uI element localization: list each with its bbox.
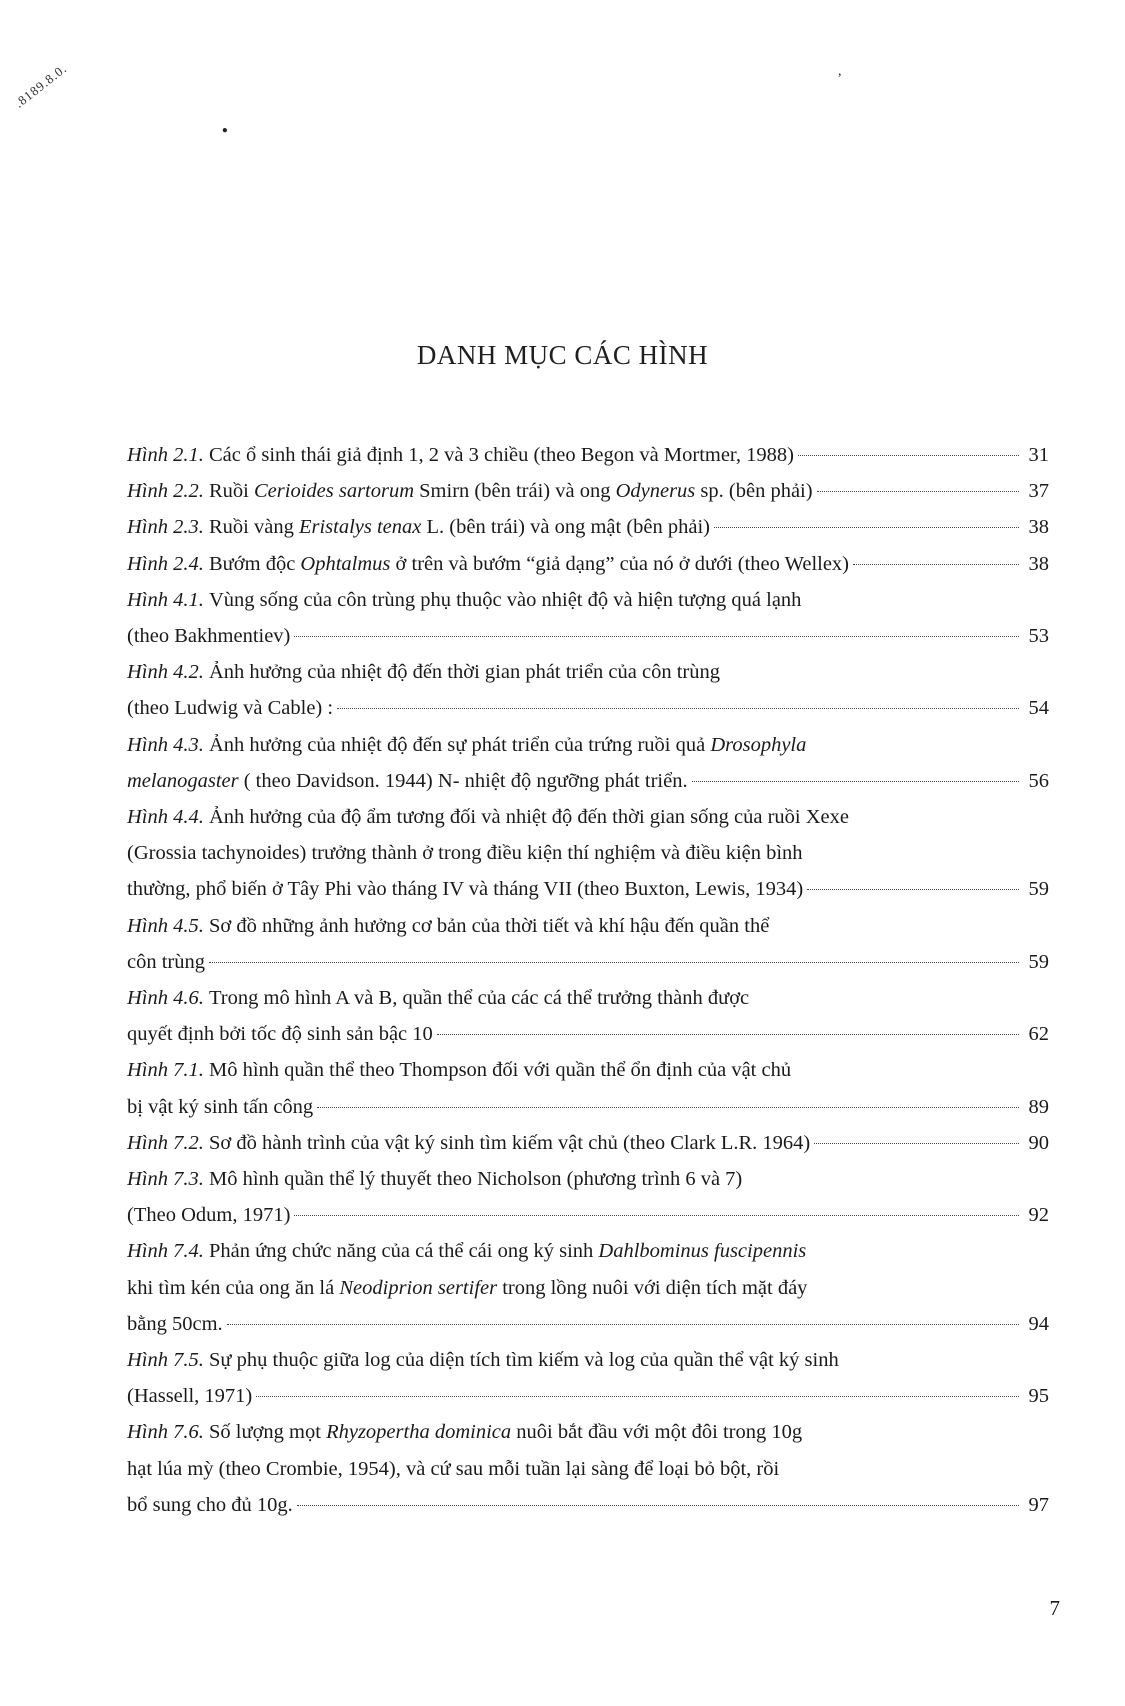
dot-leader (209, 962, 1019, 963)
entry-line (127, 1161, 1049, 1197)
figure-label: Hình 7.6. (127, 1421, 204, 1444)
figure-entry (127, 1342, 1049, 1414)
entry-line (127, 1487, 1049, 1523)
figure-label: Hình 2.1. (127, 444, 204, 466)
figure-caption-text: Sơ đồ hành trình của vật ký sinh tìm kiếm vật chủ (theo Clark L.R. 1964) (203, 1131, 811, 1154)
figure-entry (127, 1052, 1049, 1124)
entry-line (127, 582, 1049, 618)
figure-caption-text: bị vật ký sinh tấn công (127, 1095, 314, 1118)
figure-caption-text: hạt lúa mỳ (theo Crombie, 1954), và cứ sau mỗi tuần lại sàng để loại bỏ bột, rồi (127, 1457, 780, 1480)
dot-leader (317, 1107, 1019, 1108)
entry-line (127, 835, 1049, 871)
ink-mark: • (217, 119, 233, 141)
dot-leader (853, 564, 1019, 565)
figure-caption-text: bằng 50cm. (127, 1312, 223, 1335)
dot-leader (798, 455, 1019, 456)
figure-page-number: 97 (1028, 1493, 1049, 1516)
dot-leader (814, 1143, 1019, 1144)
figure-label: Hình 7.3. (127, 1168, 204, 1191)
figure-page-number: 53 (1028, 625, 1049, 648)
entry-line (127, 509, 1049, 545)
figure-page-number: 37 (1028, 480, 1049, 503)
figure-entry (127, 727, 1049, 799)
dot-leader (256, 1396, 1019, 1397)
figure-entry (127, 473, 1049, 509)
entry-line (127, 618, 1049, 654)
dot-leader (227, 1324, 1019, 1325)
figure-label: Hình 2.2. (127, 480, 204, 503)
entry-line (127, 654, 1049, 690)
entry-line (127, 944, 1049, 980)
figure-caption-text: quyết định bởi tốc độ sinh sản bậc 10 (127, 1023, 433, 1046)
entry-line (127, 1016, 1049, 1052)
dot-leader (714, 527, 1019, 528)
dot-leader (294, 636, 1019, 637)
figure-entry (127, 509, 1049, 545)
corner-stamp: .8189.8.0. (11, 60, 70, 111)
figure-label: Hình 7.5. (127, 1349, 204, 1372)
figure-entry (127, 654, 1049, 726)
entry-line (127, 546, 1049, 582)
dot-leader (294, 1215, 1019, 1216)
figure-entry (127, 546, 1049, 582)
entry-line (127, 473, 1049, 509)
figure-label: Hình 4.4. (127, 806, 204, 829)
entry-line (127, 908, 1049, 944)
entry-line (127, 871, 1049, 907)
figure-page-number: 89 (1028, 1095, 1049, 1118)
figure-caption-text: melanogaster ( theo Davidson. 1944) N- nhiệt độ ngưỡng phát triển. (127, 769, 688, 792)
entry-line (127, 437, 1049, 473)
figure-page-number: 31 (1028, 444, 1049, 466)
entry-line (127, 1052, 1049, 1088)
entry-line (127, 690, 1049, 726)
dot-leader (337, 708, 1019, 709)
figure-caption-text: (Theo Odum, 1971) (127, 1204, 291, 1227)
ink-mark: , (838, 64, 842, 79)
figure-caption-text: (theo Ludwig và Cable) : (127, 697, 334, 720)
figure-entry (127, 1414, 1049, 1523)
figure-label: Hình 4.3. (127, 733, 204, 756)
page-number: 7 (1049, 1596, 1060, 1620)
figure-caption-text: Ảnh hưởng của độ ẩm tương đối và nhiệt độ đến thời gian sống của ruồi Xexe (203, 806, 850, 829)
figure-caption-text: Ruồi Cerioides sartorum Smirn (bên trái) và ong Odynerus sp. (bên phải) (203, 480, 813, 503)
figure-list (127, 437, 1049, 1523)
figure-entry (127, 908, 1049, 980)
figure-entry (127, 582, 1049, 654)
figure-label: Hình 4.6. (127, 987, 204, 1010)
figure-entry (127, 980, 1049, 1052)
figure-page-number: 59 (1028, 878, 1049, 901)
figure-caption-text: thường, phổ biến ở Tây Phi vào tháng IV và tháng VII (theo Buxton, Lewis, 1934) (127, 878, 804, 901)
figure-label: Hình 7.2. (127, 1131, 204, 1154)
figure-caption-text: côn trùng (127, 950, 205, 973)
dot-leader (692, 781, 1019, 782)
entry-line (127, 1089, 1049, 1125)
entry-line (127, 799, 1049, 835)
figure-page-number: 95 (1028, 1385, 1049, 1408)
figure-caption-text: Ruồi vàng Eristalys tenax L. (bên trái) và ong mật (bên phải) (203, 516, 710, 539)
figure-page-number: 59 (1028, 950, 1049, 973)
entry-line (127, 1270, 1049, 1306)
entry-line (127, 1233, 1049, 1269)
entry-line (127, 1451, 1049, 1487)
dot-leader (817, 491, 1019, 492)
figure-page-number: 54 (1028, 697, 1049, 720)
figure-label: Hình 4.1. (127, 588, 204, 611)
figure-page-number: 38 (1028, 516, 1049, 539)
figure-caption-text: Mô hình quần thể theo Thompson đối với quần thể ổn định của vật chủ (203, 1059, 792, 1082)
figure-caption-text: Mô hình quần thể lý thuyết theo Nicholson (phương trình 6 và 7) (203, 1168, 743, 1191)
figure-caption-text: bổ sung cho đủ 10g. (127, 1493, 293, 1516)
page-title: DANH MỤC CÁC HÌNH (416, 340, 709, 370)
figure-caption-text: Ảnh hưởng của nhiệt độ đến sự phát triển của trứng ruồi quả Drosophyla (203, 733, 807, 756)
figure-caption-text: Trong mô hình A và B, quần thể của các cá thể trưởng thành được (203, 987, 750, 1010)
figure-caption-text: Số lượng mọt Rhyzopertha dominica nuôi bắt đầu với một đôi trong 10g (203, 1421, 803, 1444)
entry-line (127, 1125, 1049, 1161)
figure-caption-text: Các ổ sinh thái giả định 1, 2 và 3 chiều (theo Begon và Mortmer, 1988) (203, 444, 795, 466)
figure-caption-text: (theo Bakhmentiev) (127, 625, 291, 648)
figure-label: Hình 4.2. (127, 661, 204, 684)
entry-line (127, 727, 1049, 763)
figure-label: Hình 2.3. (127, 516, 204, 539)
figure-label: Hình 7.1. (127, 1059, 204, 1082)
figure-caption-text: khi tìm kén của ong ăn lá Neodiprion sertifer trong lồng nuôi với diện tích mặt đáy (127, 1276, 808, 1299)
figure-caption-text: Vùng sống của côn trùng phụ thuộc vào nhiệt độ và hiện tượng quá lạnh (203, 588, 802, 611)
figure-caption-text: (Hassell, 1971) (127, 1385, 253, 1408)
figure-entry (127, 1161, 1049, 1233)
entry-line (127, 1414, 1049, 1450)
figure-entry (127, 1125, 1049, 1161)
figure-caption-text: Sự phụ thuộc giữa log của diện tích tìm kiếm và log của quần thể vật ký sinh (203, 1349, 839, 1372)
figure-caption-text: (Grossia tachynoides) trưởng thành ở trong điều kiện thí nghiệm và điều kiện bình (127, 842, 803, 865)
figure-caption-text: Phản ứng chức năng của cá thể cái ong ký sinh Dahlbominus fuscipennis (203, 1240, 807, 1263)
entry-line (127, 1197, 1049, 1233)
figure-caption-text: Sơ đồ những ảnh hưởng cơ bản của thời tiết và khí hậu đến quần thể (203, 914, 770, 937)
figure-entry (127, 437, 1049, 473)
entry-line (127, 1378, 1049, 1414)
entry-line (127, 980, 1049, 1016)
figure-label: Hình 4.5. (127, 914, 204, 937)
figure-page-number: 90 (1028, 1131, 1049, 1154)
figure-page-number: 92 (1028, 1204, 1049, 1227)
figure-label: Hình 7.4. (127, 1240, 204, 1263)
dot-leader (807, 889, 1019, 890)
figure-page-number: 94 (1028, 1312, 1049, 1335)
entry-line (127, 1306, 1049, 1342)
figure-label: Hình 2.4. (127, 552, 204, 575)
figure-caption-text: Bướm độc Ophtalmus ở trên và bướm “giả dạng” của nó ở dưới (theo Wellex) (203, 552, 850, 575)
dot-leader (437, 1034, 1019, 1035)
figure-page-number: 56 (1028, 769, 1049, 792)
figure-caption-text: Ảnh hưởng của nhiệt độ đến thời gian phát triển của côn trùng (203, 661, 720, 684)
figure-page-number: 62 (1028, 1023, 1049, 1046)
figure-page-number: 38 (1028, 552, 1049, 575)
figure-entry (127, 799, 1049, 908)
entry-line (127, 1342, 1049, 1378)
dot-leader (297, 1505, 1019, 1506)
entry-line (127, 763, 1049, 799)
figure-entry (127, 1233, 1049, 1342)
